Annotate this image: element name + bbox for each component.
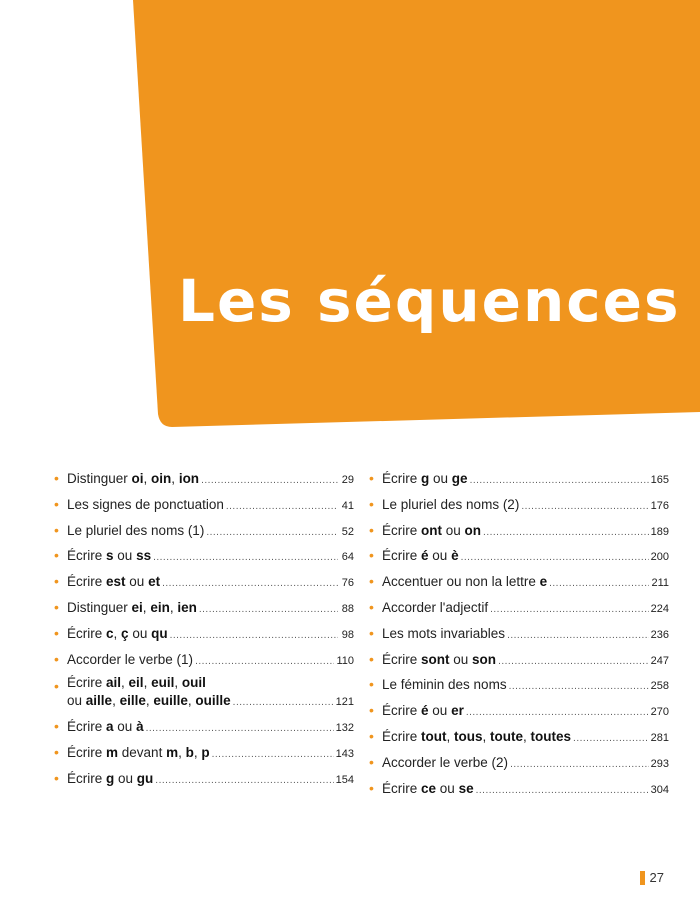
dot-leader [461,545,649,571]
page-number: 27 [649,870,664,885]
dot-leader [199,597,338,623]
toc-entry[interactable] [54,466,354,492]
entry-text: Écrire [382,471,422,486]
emphasized-text: oi [131,471,144,486]
entry-label [382,595,488,621]
emphasized-text: toutes [530,728,572,744]
entry-text: Écrire [67,548,107,564]
page-ref: 154 [335,773,354,786]
bullet-icon: • [54,598,59,615]
toc-entry[interactable] [369,518,669,544]
bullet-icon: • [54,470,59,486]
toc-entry[interactable] [54,518,354,544]
emphasized-text: tous [454,728,483,744]
emphasized-text: est [106,574,126,590]
toc-entry[interactable] [54,492,354,518]
bullet-icon: • [369,702,374,719]
dot-leader [476,778,649,804]
entry-text: ou [428,548,452,564]
entry-text: Accorder l'adjectif [382,599,489,615]
toc-entry[interactable] [54,621,354,647]
entry-label [67,466,199,492]
bullet-icon: • [54,650,59,667]
dot-leader [490,597,649,623]
entry-text: Écrire [67,745,107,761]
page-ref: 304 [650,783,669,796]
toc-entry[interactable] [54,647,354,673]
bullet-icon: • [369,624,374,641]
emphasized-text: ein [150,599,170,615]
dot-leader [470,468,649,494]
emphasized-text: ss [136,548,152,564]
emphasized-text: à [136,719,144,735]
bullet-icon: • [54,495,59,512]
entry-label-line1 [67,674,354,692]
emphasized-text: p [201,745,210,761]
page-folio [640,870,664,885]
entry-text: Accorder le verbe (1) [67,651,194,667]
entry-text: ou [113,548,137,564]
dot-leader [212,742,334,768]
entry-text: Écrire [67,625,107,641]
toc-entry[interactable] [54,674,354,714]
dot-leader [509,674,649,700]
entry-text: Écrire [382,728,422,744]
page-ref: 165 [650,474,669,486]
entry-text: Distinguer [67,599,132,615]
emphasized-text: ail [106,675,122,691]
entry-text: , [142,599,151,615]
entry-text: Les signes de ponctuation [67,496,224,512]
entry-text: Accorder le verbe (2) [382,754,509,770]
bullet-icon: • [369,470,374,486]
dot-leader [206,520,338,546]
entry-text: , [178,745,186,761]
dot-leader [155,768,333,794]
toc-entry[interactable] [369,750,669,776]
emphasized-text: euille [153,693,188,709]
page-ref: 211 [651,577,669,590]
dot-leader [153,545,338,571]
entry-label [67,595,197,621]
entry-text: Écrire [382,780,422,796]
page-ref: 270 [650,706,669,719]
page-ref: 143 [335,748,354,761]
bullet-icon: • [369,779,374,796]
entry-text: ou [436,780,459,796]
bullet-icon: • [369,650,374,667]
dot-leader [233,694,334,712]
page-ref: 121 [335,696,354,709]
emphasized-text: ge [451,471,468,486]
emphasized-text: m [106,745,119,761]
page-ref: 29 [341,474,354,486]
emphasized-text: s [106,548,114,564]
entry-text: Écrire [67,770,107,786]
page-ref: 200 [650,551,669,564]
toc-entry[interactable] [369,647,669,673]
entry-text: Distinguer [67,471,132,486]
toc-entry[interactable] [54,543,354,569]
dot-leader [483,520,649,546]
entry-text: , [446,728,455,744]
page-ref: 64 [341,551,354,564]
entry-label [67,766,153,792]
emphasized-text: ont [421,522,443,538]
page-ref: 176 [650,499,669,512]
entry-label [382,724,571,750]
page-ref: 98 [341,628,354,641]
toc-column-right [369,466,669,801]
emphasized-text: g [106,770,115,786]
page-ref: 41 [341,499,354,512]
page-ref: 258 [650,680,669,693]
toc-entry[interactable] [54,595,354,621]
emphasized-text: ei [131,599,143,615]
emphasized-text: euil [151,675,175,691]
entry-text: , [174,675,182,691]
emphasized-text: aille [85,693,113,709]
toc-entry[interactable] [369,543,669,569]
page-ref: 88 [341,602,354,615]
bullet-icon: • [54,769,59,786]
entry-text: , [523,728,531,744]
emphasized-text: a [106,719,114,735]
entry-label [67,714,144,740]
entry-label [382,672,507,698]
entry-text: , [187,693,196,709]
folio-marker [640,871,645,885]
entry-text: ou [428,703,452,719]
entry-label [67,543,151,569]
entry-label [382,750,508,776]
toc-entry[interactable] [369,569,669,595]
entry-text: ou [449,651,473,667]
dot-leader [201,468,338,494]
entry-label [382,776,474,802]
page-ref: 110 [336,654,354,667]
entry-label [382,543,459,569]
emphasized-text: tout [421,728,447,744]
emphasized-text: eille [119,693,146,709]
entry-text: , [143,675,152,691]
page-ref: 281 [650,731,669,744]
orange-banner-shape [0,0,700,430]
dot-leader [170,623,338,649]
page-ref: 236 [650,628,669,641]
emphasized-text: e [539,574,548,590]
entry-text: , [171,471,179,486]
entry-text: Le pluriel des noms (2) [382,496,520,512]
entry-label [382,518,481,544]
toc-entry[interactable] [369,698,669,724]
bullet-icon: • [369,727,374,744]
entry-label [382,621,505,647]
entry-text: , [193,745,202,761]
entry-text: Écrire [382,548,422,564]
bullet-icon: • [54,744,59,761]
entry-text: , [143,471,152,486]
bullet-icon: • [369,598,374,615]
entry-text: ou [67,693,86,709]
page-ref: 76 [341,577,354,590]
emphasized-text: gu [136,770,154,786]
entry-text: ou [113,719,137,735]
page-ref: 52 [341,525,354,538]
toc-entry[interactable] [369,672,669,698]
entry-label [382,647,496,673]
bullet-icon: • [369,573,374,590]
bullet-icon: • [54,678,59,695]
emphasized-text: on [464,522,482,538]
entry-text: Écrire [67,574,107,590]
toc-entry[interactable] [369,492,669,518]
dot-leader [498,649,649,675]
entry-text: Les mots invariables [382,625,506,641]
emphasized-text: é [421,548,429,564]
entry-text: ou [114,770,137,786]
dot-leader [549,571,649,597]
entry-text: Écrire [382,651,422,667]
bullet-icon: • [369,753,374,770]
bullet-icon: • [369,495,374,512]
entry-text: , [113,625,122,641]
bullet-icon: • [369,676,374,693]
bullet-icon: • [54,521,59,538]
emphasized-text: ce [421,780,437,796]
emphasized-text: ion [178,471,200,486]
entry-text: , [112,693,120,709]
entry-label [67,518,204,544]
entry-text: ou [125,574,149,590]
entry-label [382,492,519,518]
emphasized-text: oin [151,471,172,486]
entry-label [382,569,547,595]
emphasized-text: eil [128,675,144,691]
entry-text: , [169,599,178,615]
dot-leader [521,494,648,520]
entry-text: Écrire [67,719,107,735]
dot-leader [226,494,338,520]
emphasized-text: sont [421,651,450,667]
emphasized-text: m [166,745,179,761]
page-ref: 224 [650,602,669,615]
page-ref: 189 [650,525,669,538]
toc-column-left [54,466,354,792]
entry-text: Écrire [67,675,107,691]
entry-text: Écrire [382,703,422,719]
entry-text: ou [442,522,465,538]
entry-text: Accentuer ou non la lettre [382,574,540,590]
emphasized-text: son [472,651,497,667]
emphasized-text: qu [151,625,168,641]
toc-entry[interactable] [369,621,669,647]
bullet-icon: • [369,521,374,538]
emphasized-text: toute [490,728,524,744]
entry-text: devant [118,745,167,761]
toc-entry[interactable] [369,595,669,621]
entry-text: ou [128,625,152,641]
entry-label [382,698,464,724]
emphasized-text: se [458,780,474,796]
page-ref: 293 [650,757,669,770]
entry-label [67,492,224,518]
bullet-icon: • [369,547,374,564]
entry-label [67,740,210,766]
bullet-icon: • [54,624,59,641]
page-ref: 132 [335,722,354,735]
emphasized-text: c [106,625,114,641]
dot-leader [573,726,649,752]
toc-entry[interactable] [54,740,354,766]
entry-text: Le féminin des noms [382,677,507,693]
toc-entry[interactable] [369,724,669,750]
dot-leader [466,700,649,726]
page-ref: 247 [650,654,669,667]
emphasized-text: er [451,703,464,719]
entry-text: , [482,728,491,744]
emphasized-text: è [451,548,459,564]
entry-label [67,621,168,647]
emphasized-text: ç [121,625,129,641]
dot-leader [146,716,334,742]
entry-text: , [145,693,154,709]
bullet-icon: • [54,547,59,564]
bullet-icon: • [54,718,59,735]
entry-label [382,466,468,492]
entry-text: , [121,675,129,691]
dot-leader [510,752,649,778]
emphasized-text: b [185,745,194,761]
emphasized-text: g [421,471,430,486]
toc-entry[interactable] [54,569,354,595]
emphasized-text: é [421,703,429,719]
entry-label [67,569,160,595]
emphasized-text: et [148,574,161,590]
emphasized-text: ouille [195,693,231,709]
emphasized-text: ouil [181,675,206,691]
entry-label [67,647,193,673]
bullet-icon: • [54,573,59,590]
toc-entry[interactable] [369,466,669,492]
entry-text: Écrire [382,522,422,538]
entry-text: ou [429,471,452,486]
page-title: Les séquences [178,267,681,335]
entry-label [67,692,231,710]
toc-entry[interactable] [54,714,354,740]
dot-leader [162,571,338,597]
dot-leader [507,623,649,649]
toc-entry[interactable] [54,766,354,792]
emphasized-text: ien [177,599,197,615]
title-banner [0,0,700,430]
dot-leader [195,649,334,675]
toc-entry[interactable] [369,776,669,802]
entry-text: Le pluriel des noms (1) [67,522,205,538]
